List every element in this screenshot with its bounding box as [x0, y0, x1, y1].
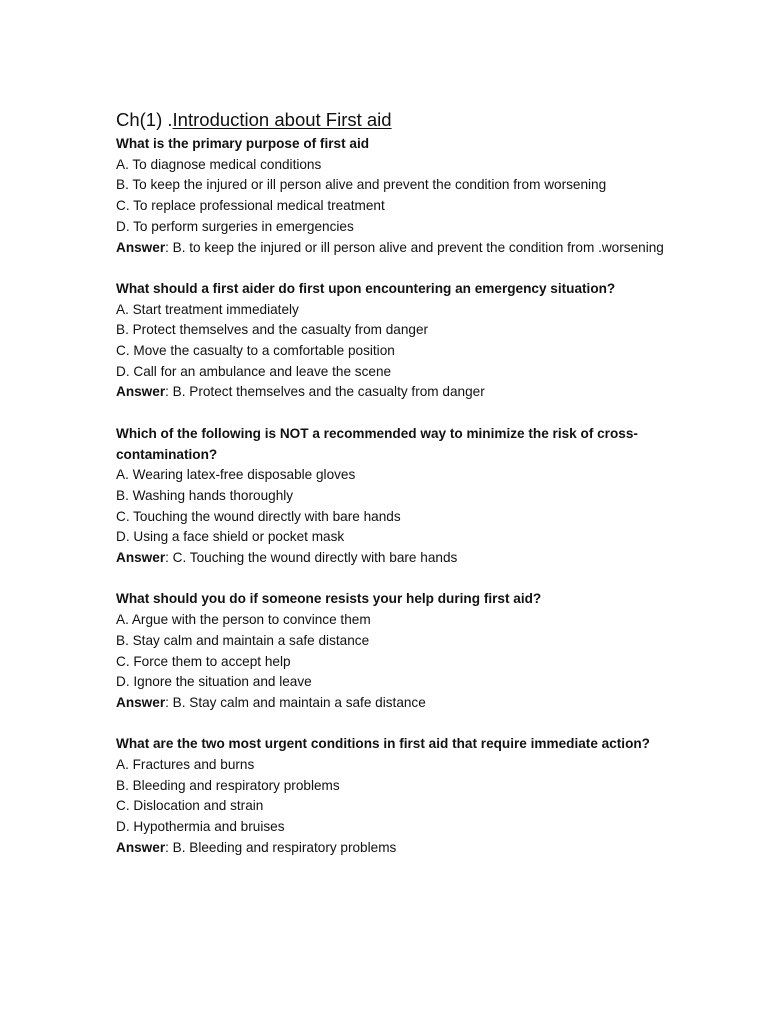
chapter-name: Introduction about First aid: [172, 109, 392, 130]
question-text: What should a first aider do first upon encountering an emergency situation?: [116, 280, 616, 296]
answer-text: : B. Bleeding and respiratory problems: [165, 839, 397, 855]
question-text: Which of the following is NOT a recommended way to minimize the risk of cross-contamination?: [116, 425, 638, 462]
answer-label: Answer: [116, 384, 166, 400]
option-c: C. Touching the wound directly with bare hands: [116, 508, 401, 524]
answer-label: Answer: [116, 239, 166, 255]
answer-label: Answer: [116, 839, 166, 855]
question-text: What should you do if someone resists your help during first aid?: [116, 591, 542, 607]
option-d: D. Ignore the situation and leave: [116, 674, 312, 690]
document-page: [116, 108, 716, 859]
answer-line: [116, 693, 716, 714]
chapter-title: [116, 108, 716, 132]
answer-line: [116, 548, 716, 569]
option-b: B. Bleeding and respiratory problems: [116, 777, 340, 793]
option-c: C. Dislocation and strain: [116, 798, 264, 814]
option-c: C. Force them to accept help: [116, 653, 291, 669]
answer-line: [116, 382, 716, 403]
option-a: A. To diagnose medical conditions: [116, 156, 322, 172]
answer-label: Answer: [116, 694, 166, 710]
answer-text: : B. Protect themselves and the casualty from danger: [165, 384, 485, 400]
answer-line: [116, 238, 716, 259]
question-block: [116, 589, 716, 713]
option-c: C. To replace professional medical treatment: [116, 198, 385, 214]
chapter-separator: .: [167, 109, 173, 130]
answer-label: Answer: [116, 550, 166, 566]
question-text: What are the two most urgent conditions in first aid that require immediate action?: [116, 736, 650, 752]
question-block: [116, 134, 716, 258]
option-b: B. Washing hands thoroughly: [116, 487, 294, 503]
option-a: A. Wearing latex-free disposable gloves: [116, 467, 356, 483]
option-d: D. Call for an ambulance and leave the scene: [116, 363, 392, 379]
option-b: B. Stay calm and maintain a safe distance: [116, 632, 370, 648]
answer-line: [116, 838, 716, 859]
option-c: C. Move the casualty to a comfortable position: [116, 343, 395, 359]
answer-text: : C. Touching the wound directly with bare hands: [165, 550, 458, 566]
question-block: [116, 424, 716, 569]
option-a: A. Argue with the person to convince them: [116, 612, 371, 628]
option-a: A. Fractures and burns: [116, 757, 255, 773]
option-a: A. Start treatment immediately: [116, 301, 299, 317]
answer-text: : B. Stay calm and maintain a safe distance: [165, 694, 426, 710]
option-d: D. Hypothermia and bruises: [116, 819, 285, 835]
option-b: B. To keep the injured or ill person alive and prevent the condition from worsening: [116, 177, 607, 193]
answer-text: : B. to keep the injured or ill person alive and prevent the condition from .worsening: [165, 239, 664, 255]
option-b: B. Protect themselves and the casualty from danger: [116, 322, 429, 338]
chapter-number: Ch(1): [116, 109, 163, 130]
option-d: D. Using a face shield or pocket mask: [116, 529, 345, 545]
option-d: D. To perform surgeries in emergencies: [116, 218, 354, 234]
question-block: [116, 279, 716, 403]
question-block: [116, 734, 716, 858]
question-text: What is the primary purpose of first aid: [116, 136, 370, 151]
